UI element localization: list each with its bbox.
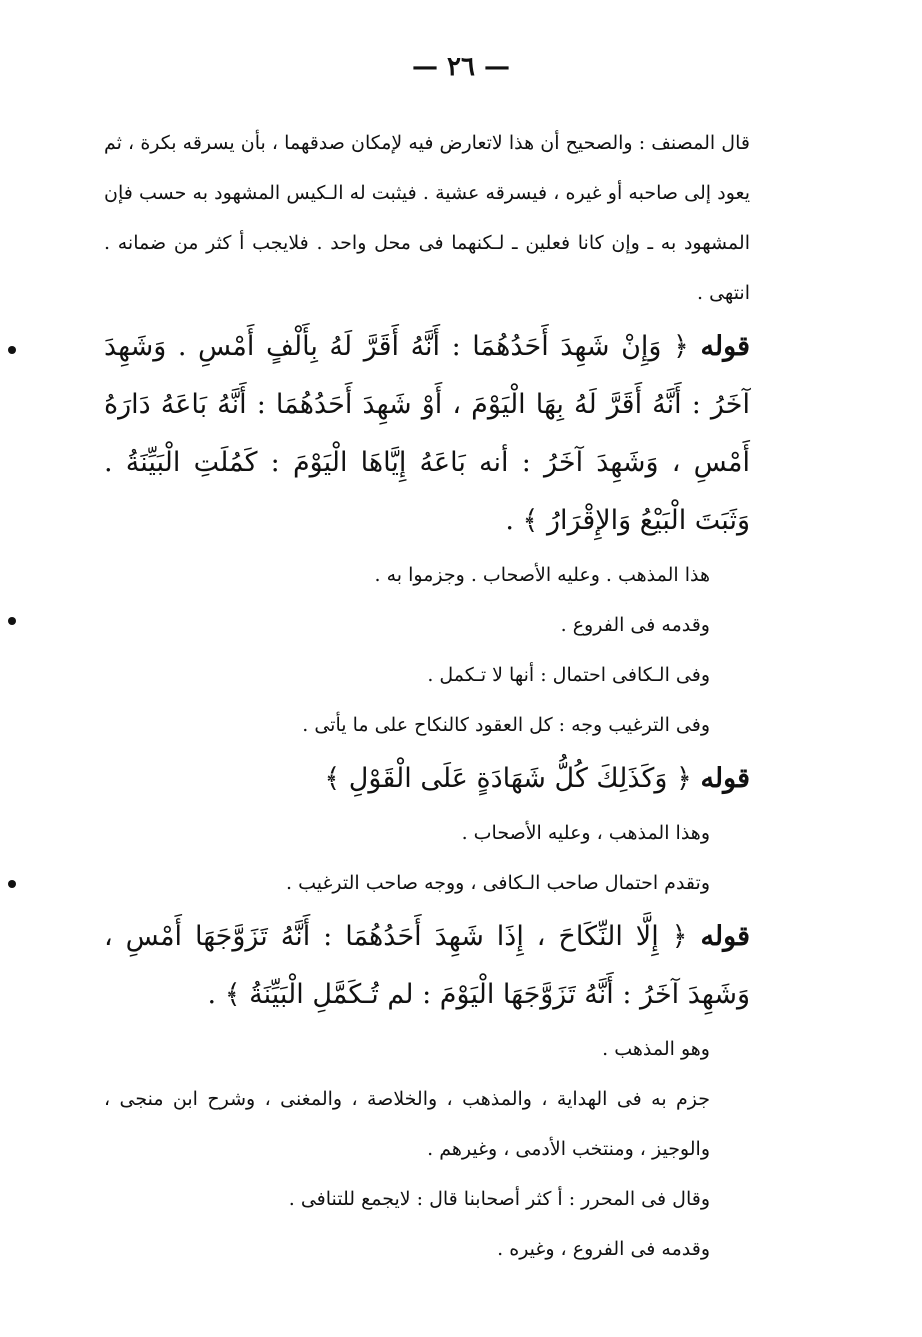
quote-paragraph (104, 318, 750, 550)
quote-lead: قوله (700, 921, 750, 952)
margin-dot-marker (8, 346, 16, 354)
paragraph: هذا المذهب . وعليه الأصحاب . وجزموا به . (374, 564, 710, 586)
page-number: — ٢٦ — (411, 52, 511, 82)
paragraph: وقدمه فى الفروع . (560, 614, 710, 636)
quote-text: ﴿ وَإِنْ شَهِدَ أَحَدُهُمَا : أَنَّهُ أَقَرَّ لَهُ بِأَلْفٍ أَمْسِ . وَشَهِدَ آخَرُ : أَنَّهُ أَقَرَّ لَهُ بِهَا الْيَوْمَ ، أَوْ شَهِدَ أَحَدُهُمَا : أَنَّهُ بَاعَهُ دَارَهُ أَمْسِ ، وَشَهِدَ آخَرُ : أنه بَاعَهُ إِيَّاهَا الْيَوْمَ : كَمُلَتِ الْبَيِّنَةُ . وَثَبَتَ الْبَيْعُ وَالإِقْرَارُ ﴾ . (104, 331, 750, 536)
quote-text: ﴿ وَكَذَلِكَ كُلُّ شَهَادَةٍ عَلَى الْقَوْلِ ﴾ (324, 763, 692, 794)
quote-paragraph (104, 750, 750, 808)
quote-text: ﴿ إِلَّا النِّكَاحَ ، إِذَا شَهِدَ أَحَدُهُمَا : أَنَّهُ تَزَوَّجَهَا أَمْسِ ، وَشَهِدَ آخَرُ : أَنَّهُ تَزَوَّجَهَا الْيَوْمَ : لم تُـكَمَّلِ الْبَيِّنَةُ ﴾ . (104, 921, 750, 1010)
paragraph: وقدمه فى الفروع ، وغيره . (497, 1238, 710, 1260)
quote-lead: قوله (700, 331, 750, 362)
paragraph: وهذا المذهب ، وعليه الأصحاب . (461, 822, 710, 844)
paragraph: وقال فى المحرر : أ كثر أصحابنا قال : لايجمع للتنافى . (288, 1188, 710, 1210)
margin-dot-marker (8, 880, 16, 888)
paragraph: وفى الترغيب وجه : كل العقود كالنكاح على ما يأتى . (302, 714, 710, 736)
paragraph: وفى الـكافى احتمال : أنها لا تـكمل . (427, 664, 710, 686)
paragraph: وهو المذهب . (602, 1038, 710, 1060)
paragraph: وتقدم احتمال صاحب الـكافى ، ووجه صاحب الترغيب . (285, 872, 710, 894)
paragraph: قال المصنف : والصحيح أن هذا لاتعارض فيه لإمكان صدقهما ، بأن يسرقه بكرة ، ثم يعود إلى صاحبه أو غيره ، فيسرقه عشية . فيثبت له الـكيس المشهود به حسب فإن المشهود به ـ وإن كانا فعلين ـ لـكنهما فى محل واحد . فلايجب أ كثر من ضمانه . انتهى . (104, 132, 750, 304)
quote-paragraph (104, 908, 750, 1024)
body-text (104, 118, 750, 1274)
paragraph: جزم به فى الهداية ، والمذهب ، والخلاصة ، والمغنى ، وشرح ابن منجى ، والوجيز ، ومنتخب الأدمى ، وغيرهم . (104, 1088, 710, 1160)
margin-dot-marker (8, 617, 16, 625)
quote-lead: قوله (700, 763, 750, 794)
